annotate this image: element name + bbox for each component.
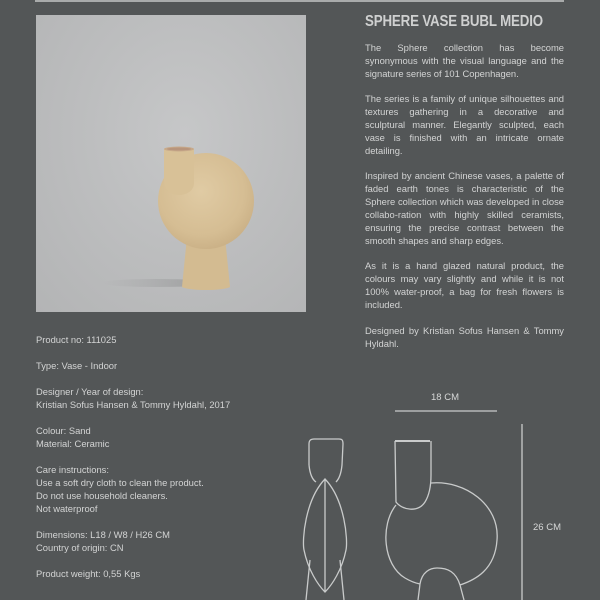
product-specs: [36, 333, 286, 593]
description-paragraph: Inspired by ancient Chinese vases, a palette of faded earth tones is characteristic of the Sphere collection which was developed in close collabo-ration with highly skilled ceramists, ensuring the precise contrast between the smooth shapes and sharp edges.: [365, 170, 564, 246]
spec-care: Care instructions: Use a soft dry cloth to clean the product. Do not use household cleaners. Not waterproof: [36, 464, 204, 514]
technical-drawing: [290, 380, 600, 600]
top-divider: [35, 0, 564, 2]
product-title: SPHERE VASE BUBL MEDIO: [365, 13, 543, 30]
spec-dimensions: Dimensions: L18 / W8 / H26 CM Country of origin: CN: [36, 529, 170, 553]
description-paragraph: Designed by Kristian Sofus Hansen & Tommy Hyldahl.: [365, 324, 564, 349]
spec-product-no: Product no: 111025: [36, 334, 117, 345]
description-paragraph: As it is a hand glazed natural product, the colours may vary slightly and while it is not 100% water-proof, a bag for fresh flowers is included.: [365, 260, 564, 311]
height-dimension-label: 26 CM: [533, 522, 561, 533]
description-paragraph: The Sphere collection has become synonymous with the visual language and the signature series of 101 Copenhagen.: [365, 42, 564, 79]
width-dimension-label: 18 CM: [431, 392, 459, 403]
spec-weight: Product weight: 0,55 Kgs: [36, 568, 141, 579]
product-description: [365, 42, 564, 363]
spec-type: Type: Vase - Indoor: [36, 360, 118, 371]
description-paragraph: The series is a family of unique silhouettes and textures gathering in a decorative and sculptural manner. Elegantly sculpted, each vase is finished with an intricate ornate detailing.: [365, 93, 564, 156]
vase-illustration: [36, 15, 306, 312]
spec-designer: Designer / Year of design: Kristian Sofus Hansen & Tommy Hyldahl, 2017: [36, 386, 231, 410]
spec-colour-material: Colour: Sand Material: Ceramic: [36, 425, 110, 449]
vase-line-drawing: [290, 380, 600, 600]
product-photo: [36, 15, 306, 312]
